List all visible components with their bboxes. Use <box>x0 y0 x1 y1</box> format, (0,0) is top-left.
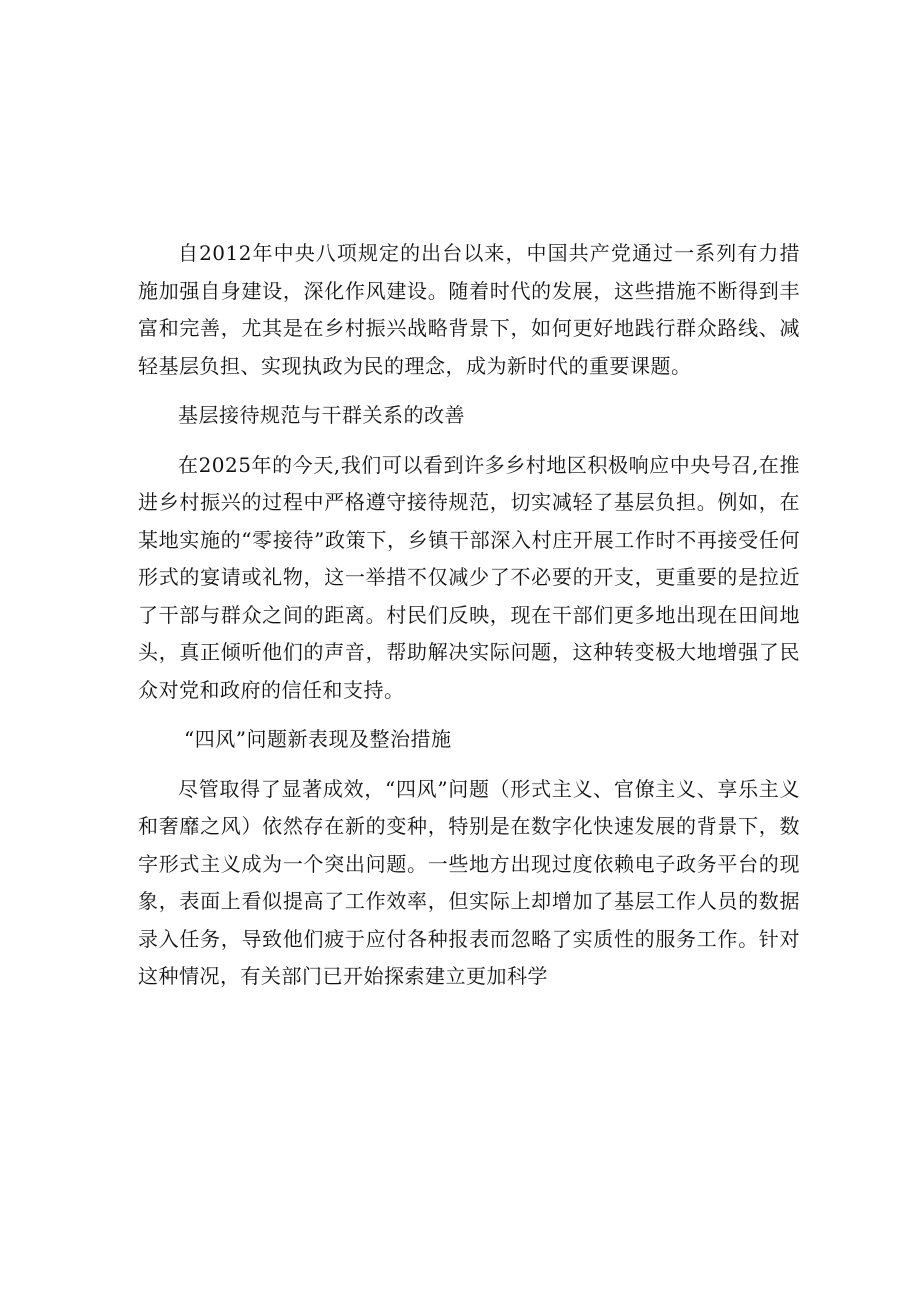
paragraph-four-winds: 尽管取得了显著成效，“四风”问题（形式主义、官僚主义、享乐主义和奢靡之风）依然存在新的变种，特别是在数字化快速发展的背景下，数字形式主义成为一个突出问题。一些地方出现过度依赖电子政务平台的现象，表面上看似提高了工作效率，但实际上却增加了基层工作人员的数据录入任务，导致他们疲于应付各种报表而忽略了实质性的服务工作。针对这种情况，有关部门已开始探索建立更加科学 <box>138 776 800 988</box>
section-heading-four-winds: “四风”问题新表现及整治措施 <box>184 727 452 751</box>
section-heading-reception: 基层接待规范与干群关系的改善 <box>178 403 465 427</box>
paragraph-intro: 自2012年中央八项规定的出台以来，中国共产党通过一系列有力措施加强自身建设，深化作风建设。随着时代的发展，这些措施不断得到丰富和完善，尤其是在乡村振兴战略背景下，如何更好地践行群众路线、减轻基层负担、实现执政为民的理念，成为新时代的重要课题。 <box>138 241 800 378</box>
paragraph-reception: 在2025年的今天,我们可以看到许多乡村地区积极响应中央号召,在推进乡村振兴的过程中严格遵守接待规范，切实减轻了基层负担。例如，在某地实施的“零接待”政策下，乡镇干部深入村庄开展工作时不再接受任何形式的宴请或礼物，这一举措不仅减少了不必要的开支，更重要的是拉近了干部与群众之间的距离。村民们反映，现在干部们更多地出现在田间地头，真正倾听他们的声音，帮助解决实际问题，这种转变极大地增强了民众对党和政府的信任和支持。 <box>138 452 800 702</box>
document-body <box>138 235 800 1008</box>
